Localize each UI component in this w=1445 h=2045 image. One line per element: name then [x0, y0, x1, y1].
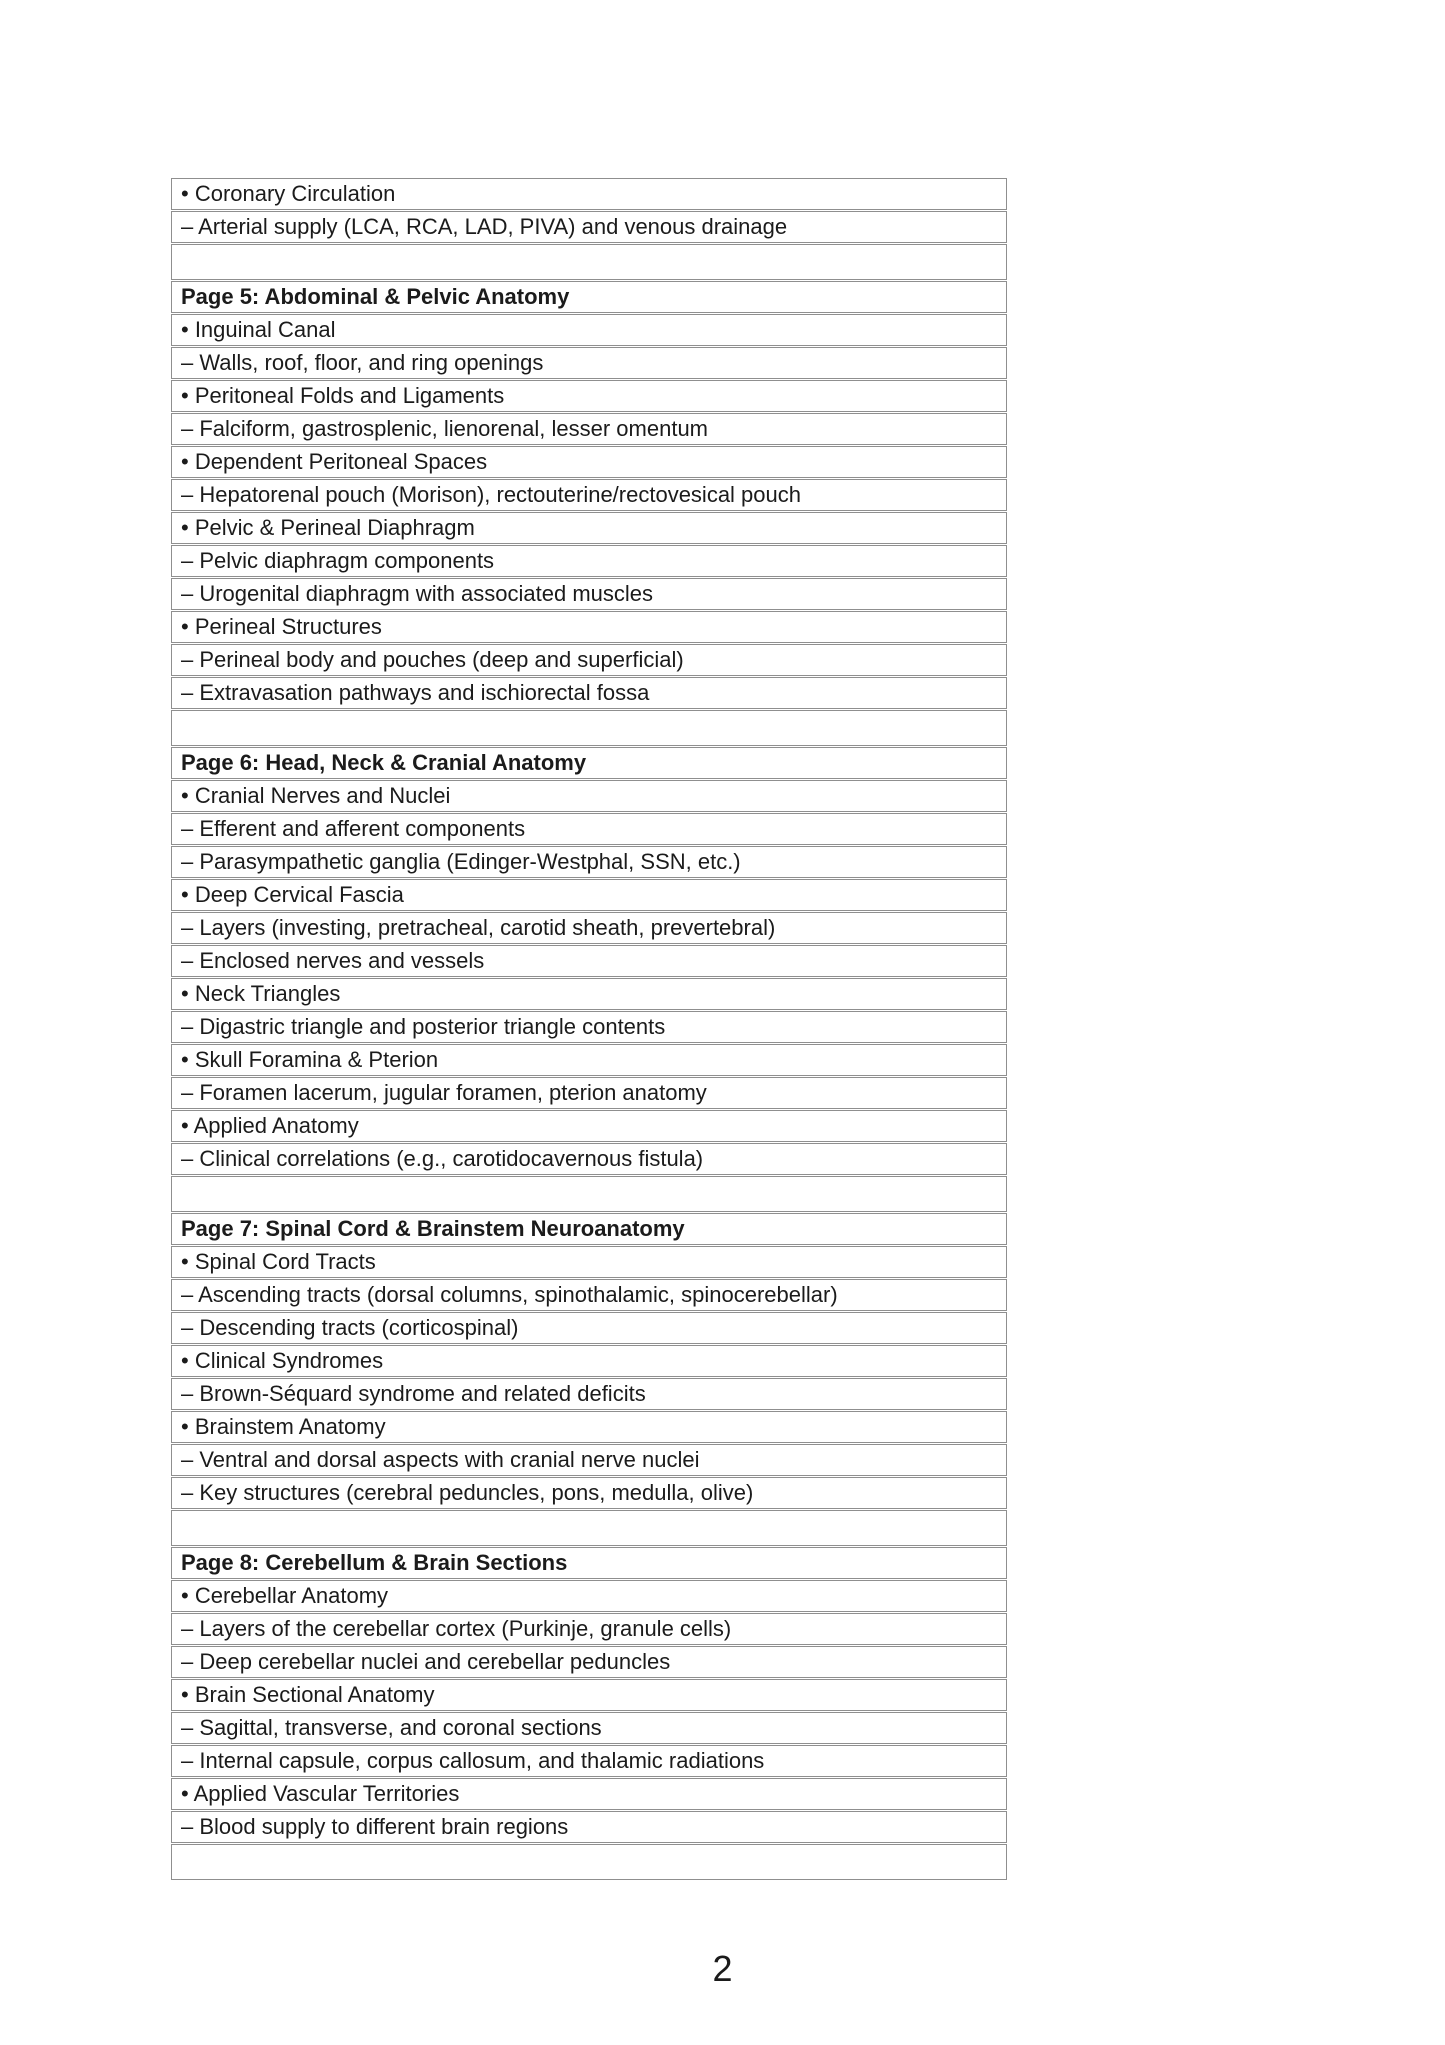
toc-row-text: – Perineal body and pouches (deep and superficial): [181, 647, 684, 672]
toc-row-text: – Ascending tracts (dorsal columns, spinothalamic, spinocerebellar): [181, 1282, 838, 1307]
toc-row: [171, 945, 1007, 977]
toc-row-text: • Brainstem Anatomy: [181, 1414, 386, 1439]
toc-empty-row: [171, 1176, 1007, 1212]
toc-row: [171, 1044, 1007, 1076]
toc-section-header-row: [171, 747, 1007, 779]
toc-row: [171, 1811, 1007, 1843]
toc-row-text: • Cerebellar Anatomy: [181, 1583, 389, 1608]
toc-empty-row: [171, 710, 1007, 746]
toc-row: [171, 978, 1007, 1010]
toc-row-text: • Clinical Syndromes: [181, 1348, 384, 1373]
toc-row-text: – Urogenital diaphragm with associated muscles: [181, 581, 654, 606]
toc-row: [171, 1279, 1007, 1311]
toc-row-text: – Deep cerebellar nuclei and cerebellar peduncles: [181, 1649, 671, 1674]
toc-row: [171, 545, 1007, 577]
toc-row-text: • Spinal Cord Tracts: [181, 1249, 376, 1274]
toc-row: [171, 1646, 1007, 1678]
toc-row: [171, 314, 1007, 346]
toc-row: [171, 1613, 1007, 1645]
toc-row: [171, 1477, 1007, 1509]
toc-row-text: Page 7: Spinal Cord & Brainstem Neuroanatomy: [181, 1216, 685, 1241]
toc-row: [171, 178, 1007, 210]
toc-row-text: – Enclosed nerves and vessels: [181, 948, 485, 973]
toc-row: [171, 1077, 1007, 1109]
toc-row-text: – Foramen lacerum, jugular foramen, pterion anatomy: [181, 1080, 707, 1105]
toc-row: [171, 611, 1007, 643]
toc-row-text: Page 6: Head, Neck & Cranial Anatomy: [181, 750, 587, 775]
toc-row-text: – Digastric triangle and posterior triangle contents: [181, 1014, 666, 1039]
toc-row: [171, 1679, 1007, 1711]
toc-section-header-row: [171, 281, 1007, 313]
toc-row: [171, 347, 1007, 379]
toc-row-text: • Cranial Nerves and Nuclei: [181, 783, 451, 808]
toc-row: [171, 512, 1007, 544]
toc-row: [171, 1345, 1007, 1377]
toc-row: [171, 1378, 1007, 1410]
toc-section-header-row: [171, 1213, 1007, 1245]
toc-row-text: – Parasympathetic ganglia (Edinger-Westphal, SSN, etc.): [181, 849, 741, 874]
toc-row-text: – Efferent and afferent components: [181, 816, 526, 841]
toc-empty-row: [171, 1510, 1007, 1546]
toc-row-text: – Internal capsule, corpus callosum, and thalamic radiations: [181, 1748, 765, 1773]
toc-row-text: – Pelvic diaphragm components: [181, 548, 495, 573]
toc-row: [171, 879, 1007, 911]
toc-row-text: – Key structures (cerebral peduncles, pons, medulla, olive): [181, 1480, 754, 1505]
toc-row-text: – Layers (investing, pretracheal, carotid sheath, prevertebral): [181, 915, 776, 940]
toc-empty-row: [171, 1844, 1007, 1880]
toc-row-text: – Brown-Séquard syndrome and related deficits: [181, 1381, 646, 1406]
toc-row-text: – Arterial supply (LCA, RCA, LAD, PIVA) and venous drainage: [181, 214, 788, 239]
toc-section-header-row: [171, 1547, 1007, 1579]
toc-row-text: – Extravasation pathways and ischiorectal fossa: [181, 680, 650, 705]
toc-row: [171, 1712, 1007, 1744]
toc-row-text: • Applied Vascular Territories: [181, 1781, 460, 1806]
toc-row-text: • Neck Triangles: [181, 981, 341, 1006]
toc-row: [171, 211, 1007, 243]
toc-row-text: – Walls, roof, floor, and ring openings: [181, 350, 544, 375]
toc-row-text: • Coronary Circulation: [181, 181, 396, 206]
toc-table: [171, 178, 1007, 1880]
toc-row-text: • Peritoneal Folds and Ligaments: [181, 383, 505, 408]
toc-row: [171, 780, 1007, 812]
toc-empty-row: [171, 244, 1007, 280]
toc-row: [171, 1312, 1007, 1344]
toc-row-text: – Falciform, gastrosplenic, lienorenal, lesser omentum: [181, 416, 709, 441]
toc-row-text: – Blood supply to different brain regions: [181, 1814, 569, 1839]
toc-row-text: • Brain Sectional Anatomy: [181, 1682, 435, 1707]
toc-row: [171, 912, 1007, 944]
toc-row: [171, 578, 1007, 610]
toc-row: [171, 644, 1007, 676]
toc-row: [171, 1110, 1007, 1142]
toc-row-text: • Applied Anatomy: [181, 1113, 359, 1138]
toc-row-text: • Inguinal Canal: [181, 317, 336, 342]
toc-row-text: – Clinical correlations (e.g., carotidocavernous fistula): [181, 1146, 704, 1171]
toc-row: [171, 446, 1007, 478]
toc-row-text: • Skull Foramina & Pterion: [181, 1047, 439, 1072]
toc-row: [171, 1444, 1007, 1476]
toc-row-text: • Deep Cervical Fascia: [181, 882, 404, 907]
toc-row-text: Page 5: Abdominal & Pelvic Anatomy: [181, 284, 570, 309]
toc-row: [171, 1246, 1007, 1278]
toc-row-text: Page 8: Cerebellum & Brain Sections: [181, 1550, 568, 1575]
toc-row: [171, 1745, 1007, 1777]
page-number: 2: [712, 1948, 733, 1989]
toc-row: [171, 380, 1007, 412]
toc-row-text: – Layers of the cerebellar cortex (Purkinje, granule cells): [181, 1616, 732, 1641]
toc-row: [171, 1011, 1007, 1043]
toc-row: [171, 479, 1007, 511]
toc-row: [171, 813, 1007, 845]
toc-row-text: • Dependent Peritoneal Spaces: [181, 449, 488, 474]
toc-row: [171, 1411, 1007, 1443]
toc-row-text: – Hepatorenal pouch (Morison), rectouterine/rectovesical pouch: [181, 482, 801, 507]
toc-row-text: – Descending tracts (corticospinal): [181, 1315, 519, 1340]
toc-row: [171, 846, 1007, 878]
toc-row: [171, 1143, 1007, 1175]
toc-row-text: – Sagittal, transverse, and coronal sections: [181, 1715, 602, 1740]
toc-row: [171, 1580, 1007, 1612]
toc-row: [171, 677, 1007, 709]
toc-row-text: – Ventral and dorsal aspects with cranial nerve nuclei: [181, 1447, 700, 1472]
toc-row: [171, 1778, 1007, 1810]
toc-row-text: • Pelvic & Perineal Diaphragm: [181, 515, 475, 540]
toc-row-text: • Perineal Structures: [181, 614, 382, 639]
toc-row: [171, 413, 1007, 445]
